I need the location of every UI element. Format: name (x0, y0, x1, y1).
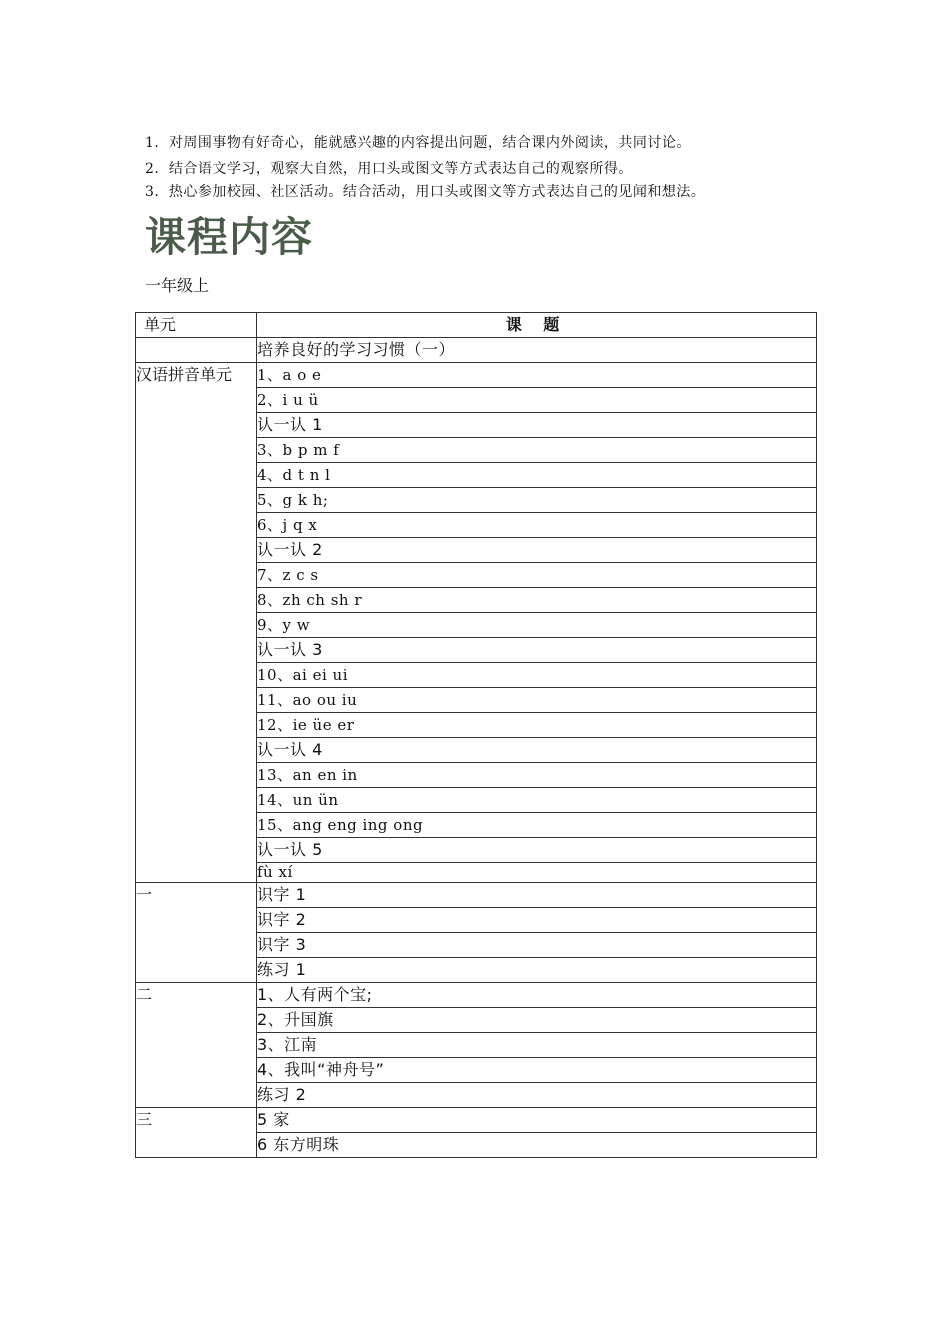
topic-cell: 12、ie üe er (257, 713, 817, 738)
topic-cell: 4、我叫“神舟号” (257, 1058, 817, 1083)
objectives-list (145, 131, 845, 204)
topic-cell: 11、ao ou iu (257, 688, 817, 713)
topic-cell: 15、ang eng ing ong (257, 813, 817, 838)
topic-cell: 认一认 5 (257, 838, 817, 863)
topic-cell: 1、人有两个宝; (257, 983, 817, 1008)
topic-cell: 1、a o e (257, 363, 817, 388)
table-row (136, 883, 817, 908)
topic-cell: 2、升国旗 (257, 1008, 817, 1033)
topic-cell: 9、y w (257, 613, 817, 638)
topic-cell: 2、i u ü (257, 388, 817, 413)
topic-cell: 3、江南 (257, 1033, 817, 1058)
objective-item: 3．热心参加校园、社区活动。结合活动，用口头或图文等方式表达自己的见闻和想法。 (145, 184, 706, 200)
topic-cell: 5 家 (257, 1108, 817, 1133)
topic-cell: 6 东方明珠 (257, 1133, 817, 1158)
topic-cell: 6、j q x (257, 513, 817, 538)
section-title: 课程内容 (145, 213, 313, 261)
topic-cell: 认一认 3 (257, 638, 817, 663)
topic-cell: 识字 2 (257, 908, 817, 933)
unit-cell: 二 (136, 983, 257, 1108)
objective-item: 1．对周围事物有好奇心，能就感兴趣的内容提出问题，结合课内外阅读，共同讨论。 (145, 135, 691, 151)
course-body (136, 338, 817, 1158)
topic-cell: 4、d t n l (257, 463, 817, 488)
objective-item: 2．结合语文学习，观察大自然，用口头或图文等方式表达自己的观察所得。 (145, 161, 633, 177)
topic-cell: 识字 3 (257, 933, 817, 958)
topic-cell: 认一认 4 (257, 738, 817, 763)
header-topic: 课 题 (257, 313, 817, 338)
topic-cell: 13、an en in (257, 763, 817, 788)
topic-cell: 3、b p m f (257, 438, 817, 463)
topic-cell: 识字 1 (257, 883, 817, 908)
topic-cell: 10、ai ei ui (257, 663, 817, 688)
topic-cell: 7、z c s (257, 563, 817, 588)
table-row (136, 363, 817, 388)
grade-label: 一年级上 (145, 276, 210, 295)
table-header-row (136, 313, 817, 338)
table-row (136, 338, 817, 363)
topic-cell: 14、un ün (257, 788, 817, 813)
topic-cell: 培养良好的学习习惯（一） (257, 338, 817, 363)
header-unit: 单元 (136, 313, 257, 338)
topic-cell: 5、g k h; (257, 488, 817, 513)
topic-cell: 练习 1 (257, 958, 817, 983)
unit-cell: 汉语拼音单元 (136, 363, 257, 883)
topic-cell: 认一认 2 (257, 538, 817, 563)
topic-cell: 8、zh ch sh r (257, 588, 817, 613)
table-row (136, 983, 817, 1008)
unit-cell: 一 (136, 883, 257, 983)
unit-cell: 三 (136, 1108, 257, 1158)
topic-cell: 练习 2 (257, 1083, 817, 1108)
table-row (136, 1108, 817, 1133)
course-table (135, 312, 817, 1158)
topic-cell: fù xí (257, 863, 817, 883)
topic-cell: 认一认 1 (257, 413, 817, 438)
unit-cell (136, 338, 257, 363)
